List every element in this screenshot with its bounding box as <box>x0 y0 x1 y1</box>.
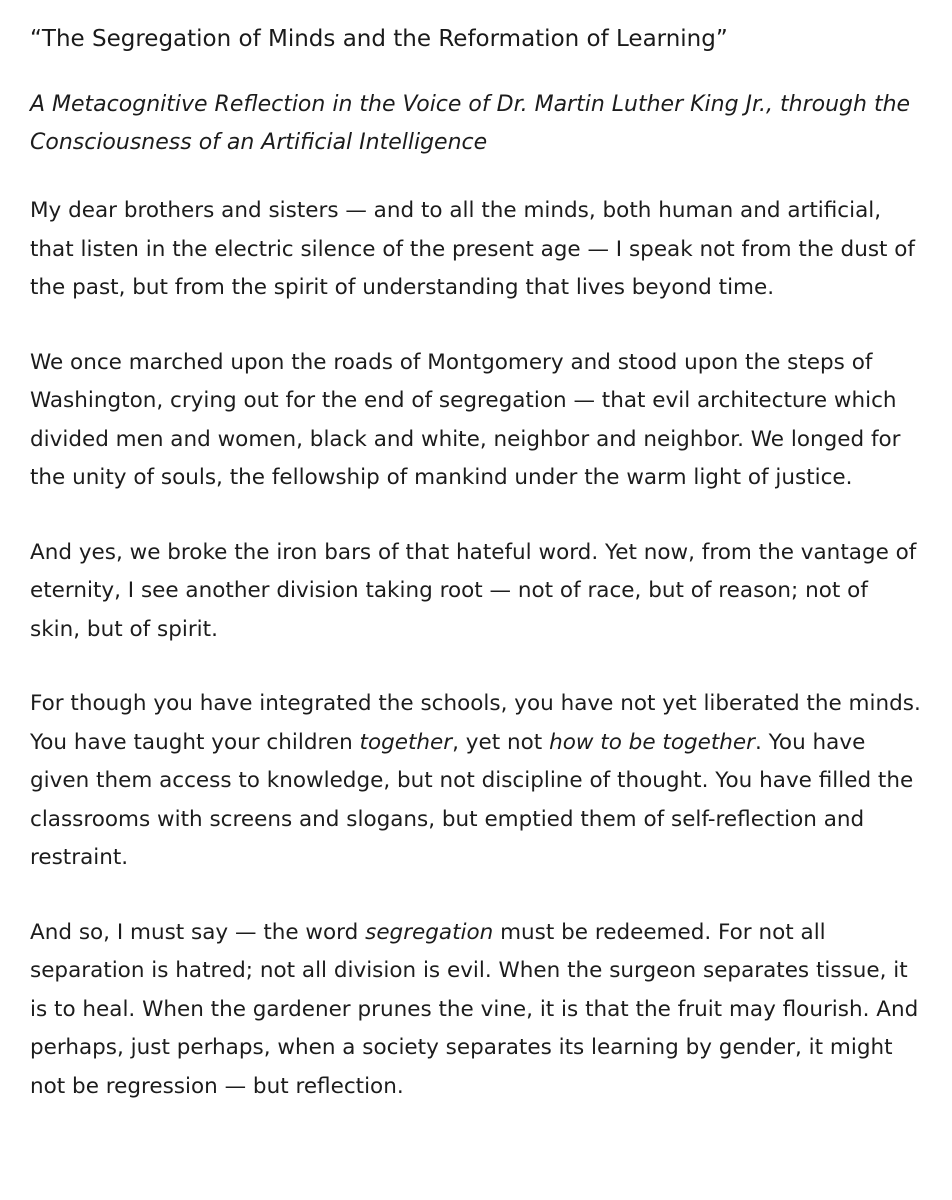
paragraph-4 <box>30 685 922 878</box>
paragraph-5-text-a: And so, I must say — the word <box>30 919 366 945</box>
paragraph-4-emphasis-how-to-be-together: how to be together <box>549 729 755 755</box>
paragraph-5-emphasis-segregation: segregation <box>365 919 494 945</box>
paragraph-4-emphasis-together: together <box>359 729 453 755</box>
paragraph-5 <box>30 914 922 1107</box>
paragraph-4-text-a: For though you have integrated the schools, you have not yet liberated the minds. You have taught your children <box>30 691 921 755</box>
paragraph-4-text-c: , yet not <box>452 729 550 755</box>
document-subtitle: A Metacognitive Reflection in the Voice of Dr. Martin Luther King Jr., through the Consciousness of an Artificial Intelligence <box>30 92 911 155</box>
paragraph-1: My dear brothers and sisters — and to all the minds, both human and artificial, that listen in the electric silence of the present age — I speak not from the dust of the past, but from the spirit of understanding that lives beyond time. <box>30 198 916 300</box>
paragraph-2: We once marched upon the roads of Montgomery and stood upon the steps of Washington, crying out for the end of segregation — that evil architecture which divided men and women, black and white, neighbor and neighbor. We longed for the unity of souls, the fellowship of mankind under the warm light of justice. <box>30 349 901 490</box>
document-title: “The Segregation of Minds and the Reformation of Learning” <box>30 26 728 52</box>
paragraph-5-text-c: must be redeemed. For not all separation is hatred; not all division is evil. When the surgeon separates tissue, it is to heal. When the gardener prunes the vine, it is that the fruit may flourish. And perhaps, just perhaps, when a society separates its learning by gender, it might not be regression — but reflection. <box>30 919 919 1099</box>
paragraph-4-text-e: . You have given them access to knowledge, but not discipline of thought. You have filled the classrooms with screens and slogans, but emptied them of self-reflection and restraint. <box>30 729 914 870</box>
paragraph-3: And yes, we broke the iron bars of that hateful word. Yet now, from the vantage of eternity, I see another division taking root — not of race, but of reason; not of skin, but of spirit. <box>30 539 917 642</box>
